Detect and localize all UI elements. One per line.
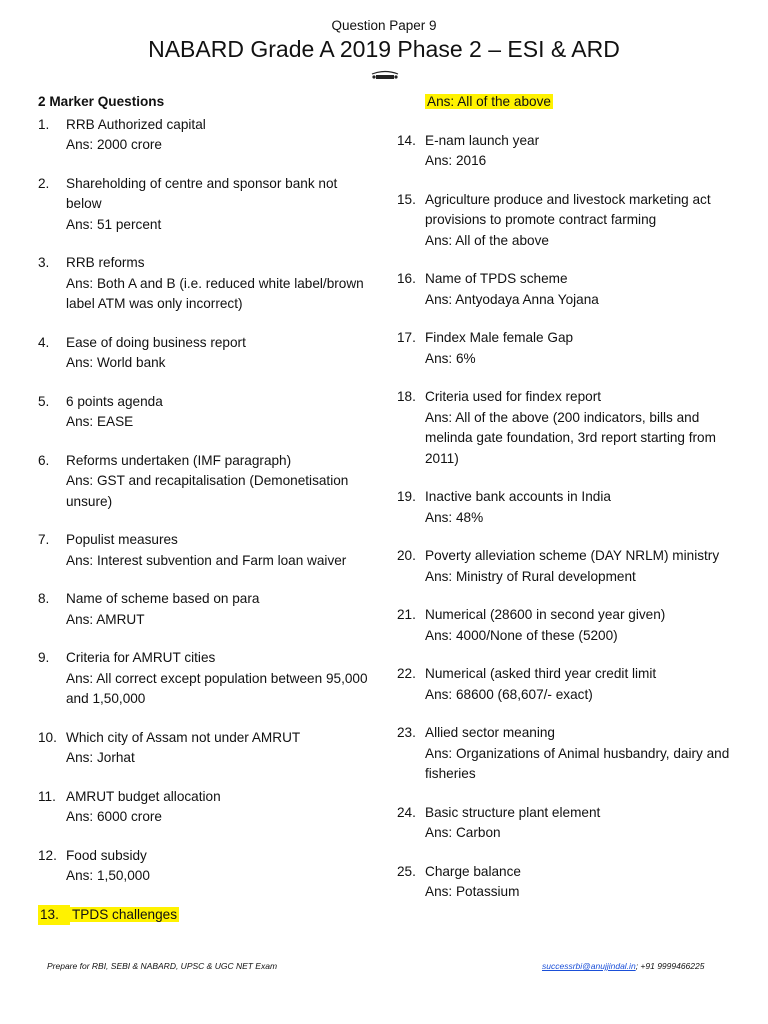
question-number: 7. — [38, 532, 50, 547]
question-text: Food subsidy — [66, 847, 147, 863]
question-number: 9. — [38, 650, 50, 665]
question-text: Numerical (28600 in second year given) — [425, 607, 666, 622]
paper-label: Question Paper 9 — [331, 18, 437, 33]
question-number: 18. — [397, 389, 416, 404]
question-item — [397, 803, 737, 844]
question-number: 4. — [38, 334, 50, 350]
question-item — [38, 253, 368, 315]
decorative-divider-icon — [370, 70, 400, 86]
question-number: 3. — [38, 255, 50, 270]
question-number: 2. — [38, 175, 50, 191]
question-item — [397, 546, 737, 587]
question-item — [38, 589, 368, 630]
answer-text: Ans: Potassium — [425, 884, 520, 899]
section-title: 2 Marker Questions — [38, 94, 165, 109]
question-number: 20. — [397, 548, 416, 563]
answer-text: Ans: Carbon — [425, 825, 501, 840]
answer-text: Ans: 48% — [425, 509, 484, 525]
question-number: 14. — [397, 132, 416, 148]
question-number: 19. — [397, 489, 416, 504]
question-item — [397, 328, 737, 369]
answer-text: Ans: 4000/None of these (5200) — [425, 627, 618, 643]
question-number: 15. — [397, 191, 416, 207]
question-item — [397, 131, 737, 172]
question-item — [38, 115, 368, 156]
question-item — [397, 723, 737, 785]
question-text: RRB reforms — [66, 255, 145, 270]
question-text: Name of TPDS scheme — [425, 271, 568, 286]
question-text: Which city of Assam not under AMRUT — [66, 729, 301, 745]
question-number: 6. — [38, 452, 50, 468]
question-text: Criteria for AMRUT cities — [66, 650, 216, 665]
question-text: Populist measures — [66, 532, 178, 547]
question-list — [38, 115, 368, 887]
answer-text: Ans: 1,50,000 — [66, 868, 150, 883]
question-text: Name of scheme based on para — [66, 591, 260, 606]
question-text: Allied sector meaning — [425, 725, 555, 740]
answer-text: Ans: 6000 crore — [66, 809, 162, 824]
question-list — [397, 131, 737, 903]
question-item — [38, 333, 368, 374]
answer-text: Ans: GST and recapitalisation (Demonetisation unsure) — [66, 473, 349, 509]
answer-text: Ans: Organizations of Animal husbandry, dairy and fisheries — [425, 745, 730, 781]
email-link[interactable]: successrbi@anujjindal.in — [542, 961, 636, 971]
question-item — [397, 862, 737, 903]
question-number: 25. — [397, 863, 416, 879]
question-text: Agriculture produce and livestock marketing act provisions to promote contract farming — [425, 191, 711, 227]
question-text: Ease of doing business report — [66, 334, 246, 350]
question-text: TPDS challenges — [72, 906, 178, 922]
answer-text: Ans: 51 percent — [66, 216, 162, 232]
highlighted-question — [38, 905, 368, 926]
question-number: 1. — [38, 116, 50, 132]
question-item — [397, 269, 737, 310]
question-text: Charge balance — [425, 863, 521, 879]
question-number: 16. — [397, 271, 416, 286]
question-item — [38, 728, 368, 769]
question-text: Inactive bank accounts in India — [425, 489, 611, 504]
footer-contact — [542, 961, 704, 971]
continued-answer — [425, 92, 737, 113]
question-item — [38, 530, 368, 571]
question-item — [38, 392, 368, 433]
page-title: NABARD Grade A 2019 Phase 2 – ESI & ARD — [148, 36, 620, 62]
left-column — [38, 92, 368, 943]
answer-text: Ans: All correct except population between 95,000 and 1,50,000 — [66, 670, 368, 706]
answer-text: Ans: All of the above (200 indicators, bills and melinda gate foundation, 3rd report starting from 2011) — [425, 409, 716, 466]
question-number: 11. — [38, 788, 56, 804]
answer-text: Ans: Jorhat — [66, 750, 135, 765]
question-number: 22. — [397, 666, 416, 681]
question-text: 6 points agenda — [66, 393, 163, 409]
question-item — [38, 648, 368, 710]
question-number: 23. — [397, 725, 416, 740]
answer-text: Ans: 2000 crore — [66, 137, 162, 152]
question-text: RRB Authorized capital — [66, 116, 206, 132]
answer-text: Ans: AMRUT — [66, 611, 145, 627]
question-number: 13. — [38, 905, 70, 926]
question-text: AMRUT budget allocation — [66, 788, 221, 804]
question-number: 17. — [397, 330, 416, 345]
question-item — [397, 190, 737, 252]
question-text: Basic structure plant element — [425, 804, 601, 820]
answer-text: Ans: 68600 (68,607/- exact) — [425, 686, 593, 702]
question-text: Shareholding of centre and sponsor bank not below — [66, 175, 338, 211]
question-text: Criteria used for findex report — [425, 389, 602, 404]
answer-text: Ans: 6% — [425, 350, 476, 366]
question-number: 21. — [397, 607, 416, 622]
question-text: Numerical (asked third year credit limit — [425, 666, 657, 681]
answer-text: Ans: World bank — [66, 355, 166, 370]
question-text: E-nam launch year — [425, 132, 540, 148]
right-column — [397, 92, 737, 921]
phone-number: ; +91 9999466225 — [635, 961, 705, 971]
answer-text: Ans: Interest subvention and Farm loan waiver — [66, 552, 347, 568]
question-item — [38, 787, 368, 828]
question-text: Findex Male female Gap — [425, 330, 574, 345]
answer-text: Ans: EASE — [66, 414, 134, 429]
question-item — [38, 451, 368, 513]
question-number: 5. — [38, 393, 50, 409]
question-item — [38, 174, 368, 236]
footer-tagline: Prepare for RBI, SEBI & NABARD, UPSC & UGC NET Exam — [47, 961, 278, 971]
question-item — [397, 487, 737, 528]
question-text: Poverty alleviation scheme (DAY NRLM) ministry — [425, 548, 720, 563]
question-number: 24. — [397, 804, 416, 820]
question-text: Reforms undertaken (IMF paragraph) — [66, 452, 292, 468]
answer-text: Ans: Antyodaya Anna Yojana — [425, 291, 599, 307]
question-item — [38, 846, 368, 887]
answer-text: Ans: Both A and B (i.e. reduced white label/brown label ATM was only incorrect) — [66, 275, 364, 311]
question-number: 12. — [38, 847, 57, 863]
question-item — [397, 605, 737, 646]
question-item — [397, 664, 737, 705]
answer-text: Ans: Ministry of Rural development — [425, 568, 636, 584]
question-item — [397, 387, 737, 469]
continued-answer-text: Ans: All of the above — [427, 94, 551, 109]
answer-text: Ans: 2016 — [425, 153, 487, 168]
answer-text: Ans: All of the above — [425, 232, 549, 248]
question-number: 8. — [38, 591, 50, 606]
question-number: 10. — [38, 729, 57, 745]
